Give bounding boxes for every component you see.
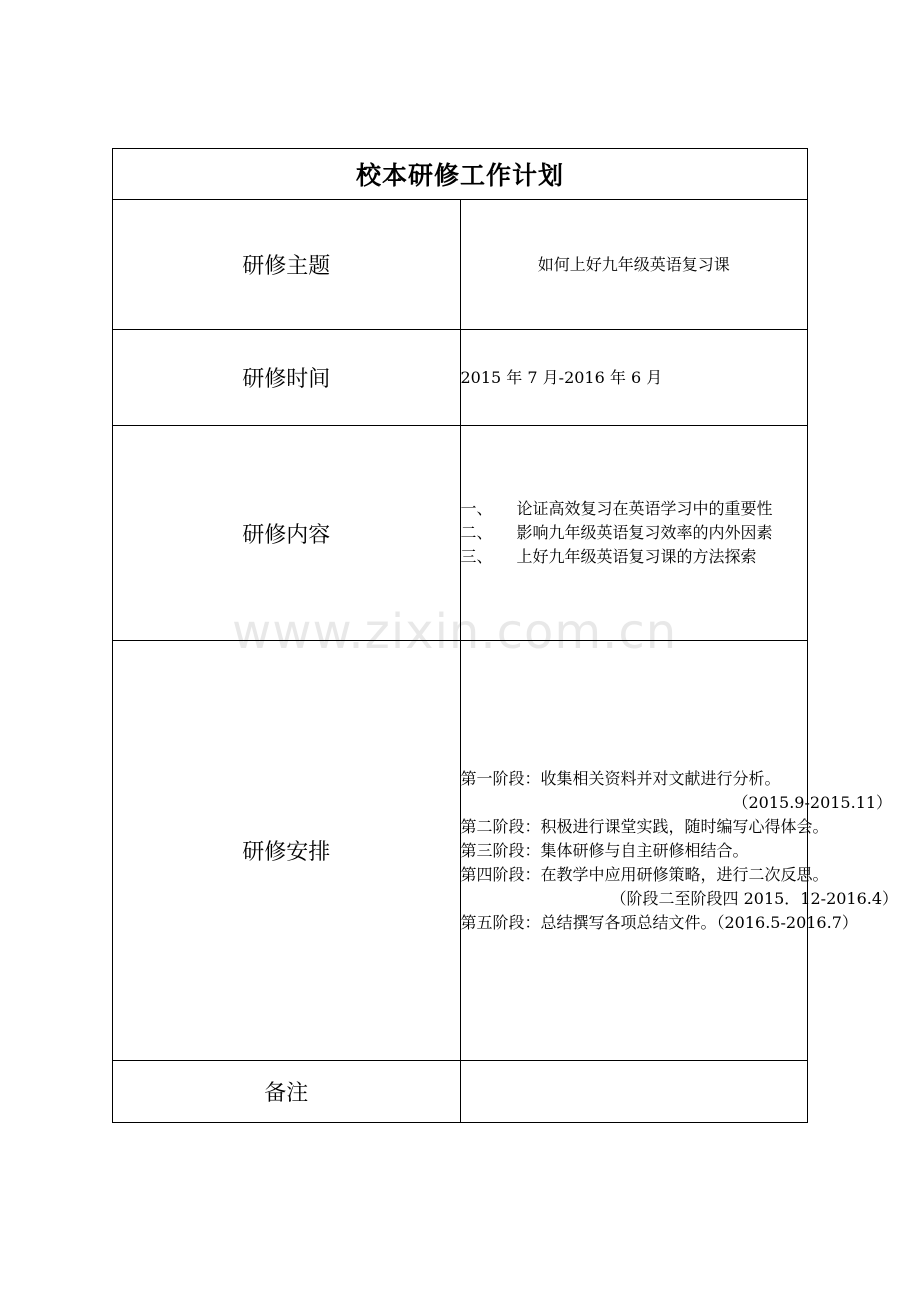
arrangement-stage-4: 第四阶段：在教学中应用研修策略，进行二次反思。	[460, 864, 829, 884]
note-value-cell	[460, 1061, 808, 1123]
topic-value: 如何上好九年级英语复习课	[537, 254, 730, 274]
arrangement-stage-3: 第三阶段：集体研修与自主研修相结合。	[460, 840, 749, 860]
note-label: 备注	[264, 1081, 309, 1106]
content-item	[461, 521, 808, 545]
content-item-text: 论证高效复习在英语学习中的重要性	[516, 499, 773, 518]
content-item	[461, 545, 808, 569]
arrangement-label-cell	[113, 641, 461, 1061]
time-label: 研修时间	[242, 367, 331, 392]
content-label: 研修内容	[242, 522, 331, 548]
row-note	[113, 1061, 808, 1123]
arrangement-stage-1: 第一阶段：收集相关资料并对文献进行分析。	[460, 768, 781, 788]
content-item	[461, 497, 808, 521]
row-arrangement	[113, 641, 808, 1061]
content-item-text: 上好九年级英语复习课的方法探索	[516, 547, 757, 566]
watermark: www.zixin.com.cn	[232, 604, 678, 660]
topic-value-cell	[460, 200, 808, 330]
content-item-number: 一、	[460, 499, 493, 518]
arrangement-value-cell	[460, 641, 899, 1061]
title-cell	[113, 149, 808, 200]
time-value-cell	[460, 330, 808, 426]
content-value-cell	[460, 426, 808, 641]
plan-document	[112, 148, 899, 1125]
content-item-number: 三、	[460, 547, 493, 566]
content-label-cell	[113, 426, 461, 641]
arrangement-stage-2: 第二阶段：积极进行课堂实践，随时编写心得体会。	[460, 816, 829, 836]
row-time	[113, 330, 808, 426]
arrangement-stage-1-period: （2015.9-2015.11）	[732, 792, 893, 812]
row-topic	[113, 200, 808, 330]
arrangement-stage-2-4-period: （阶段二至阶段四 2015．12-2016.4）	[610, 888, 899, 908]
plan-table	[112, 148, 899, 1123]
arrangement-label: 研修安排	[242, 840, 331, 865]
document-title: 校本研修工作计划	[355, 161, 564, 190]
time-label-cell	[113, 330, 461, 426]
row-content	[113, 426, 808, 641]
time-value: 2015 年 7 月-2016 年 6 月	[460, 367, 663, 387]
content-item-text: 影响九年级英语复习效率的内外因素	[516, 523, 773, 542]
topic-label: 研修主题	[242, 254, 331, 279]
topic-label-cell	[113, 200, 461, 330]
note-label-cell	[113, 1061, 461, 1123]
arrangement-stage-5: 第五阶段：总结撰写各项总结文件。（2016.5-2016.7）	[460, 912, 858, 932]
content-item-number: 二、	[460, 523, 493, 542]
